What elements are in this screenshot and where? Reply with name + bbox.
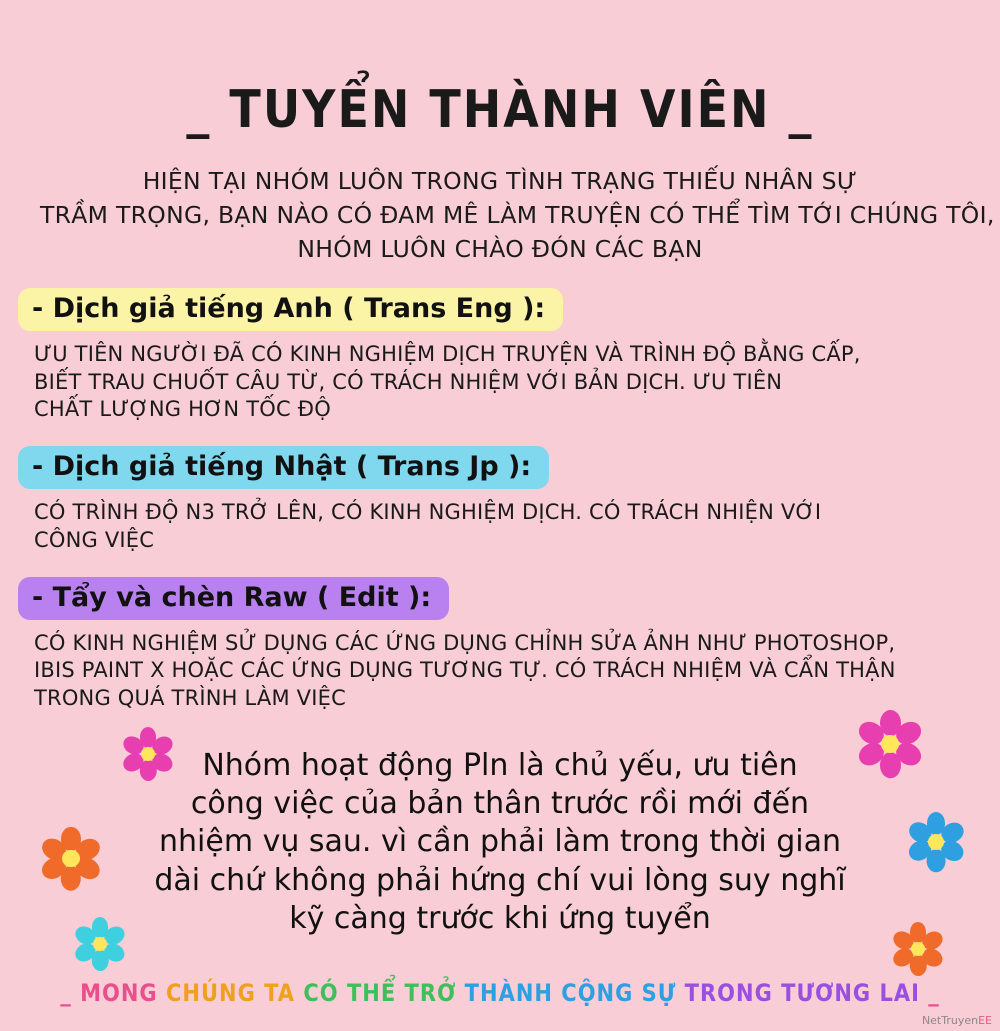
poster-page: [0, 31, 1000, 1031]
intro-line: NHÓM LUÔN CHÀO ĐÓN CÁC BẠN: [297, 234, 703, 263]
footer-word-3: CÓ THỂ TRỞ: [303, 979, 457, 1007]
watermark-accent: EE: [978, 1013, 992, 1027]
body-line: IBIS PAINT X HOẶC CÁC ỨNG DỤNG TƯƠNG TỰ. CÓ TRÁCH NHIỆM VÀ CẨN THẬN: [34, 658, 896, 683]
page-title: _ TUYỂN THÀNH VIÊN _: [186, 78, 814, 139]
body-line: TRONG QUÁ TRÌNH LÀM VIỆC: [34, 685, 346, 710]
section-heading-edit: - Tẩy và chèn Raw ( Edit ):: [18, 577, 449, 620]
footer-word-1: MONG: [80, 979, 158, 1007]
closing-line: nhiệm vụ sau. vì cần phải làm trong thời gian: [159, 824, 841, 860]
body-line: BIẾT TRAU CHUỐT CÂU TỪ, CÓ TRÁCH NHIỆM VỚI BẢN DỊCH. ƯU TIÊN: [34, 369, 783, 394]
section-heading-trans-eng: - Dịch giả tiếng Anh ( Trans Eng ):: [18, 288, 563, 331]
body-line: CÓ TRÌNH ĐỘ N3 TRỞ LÊN, CÓ KINH NGHIỆM DỊCH. CÓ TRÁCH NHIỆN VỚI: [34, 500, 822, 525]
section-heading-trans-jp: - Dịch giả tiếng Nhật ( Trans Jp ):: [18, 446, 549, 489]
intro-line: HIỆN TẠI NHÓM LUÔN TRONG TÌNH TRẠNG THIẾU NHÂN SỰ: [142, 166, 858, 195]
closing-line: kỹ càng trước khi ứng tuyển: [289, 901, 711, 937]
closing-note: [0, 747, 1000, 939]
section-trans-eng: [0, 288, 1000, 424]
closing-line: dài chứ không phải hứng chí vui lòng suy nghĩ: [154, 862, 846, 898]
footer-word-5: TRONG TƯƠNG LAI: [684, 979, 920, 1007]
section-body-edit: [18, 630, 1000, 713]
section-trans-jp: [0, 446, 1000, 554]
intro-line: TRẦM TRỌNG, BẠN NÀO CÓ ĐAM MÊ LÀM TRUYỆN CÓ THỂ TÌM TỚI CHÚNG TÔI,: [40, 200, 995, 229]
body-line: CÔNG VIỆC: [34, 527, 155, 552]
section-edit: [0, 577, 1000, 713]
body-line: CÓ KINH NGHIỆM SỬ DỤNG CÁC ỨNG DỤNG CHỈNH SỬA ẢNH NHƯ PHOTOSHOP,: [34, 630, 896, 655]
footer-word-4: THÀNH CỘNG SỰ: [464, 979, 677, 1007]
body-line: CHẤT LƯỢNG HƠN TỐC ĐỘ: [34, 397, 331, 422]
section-body-trans-jp: [18, 499, 1000, 554]
closing-line: Nhóm hoạt động Pln là chủ yếu, ưu tiên: [202, 747, 798, 783]
footer-dash-right: _: [928, 979, 940, 1007]
footer-dash-left: _: [60, 979, 72, 1007]
watermark: [922, 1014, 992, 1027]
footer-banner: [0, 979, 1000, 1007]
closing-line: công việc của bản thân trước rồi mới đến: [190, 786, 810, 822]
section-body-trans-eng: [18, 341, 1000, 424]
watermark-text: NetTruyen: [921, 1013, 979, 1027]
body-line: ƯU TIÊN NGƯỜI ĐÃ CÓ KINH NGHIỆM DỊCH TRUYỆN VÀ TRÌNH ĐỘ BẰNG CẤP,: [34, 341, 861, 366]
footer-word-2: CHÚNG TA: [165, 979, 296, 1007]
intro-paragraph: [0, 164, 1000, 266]
